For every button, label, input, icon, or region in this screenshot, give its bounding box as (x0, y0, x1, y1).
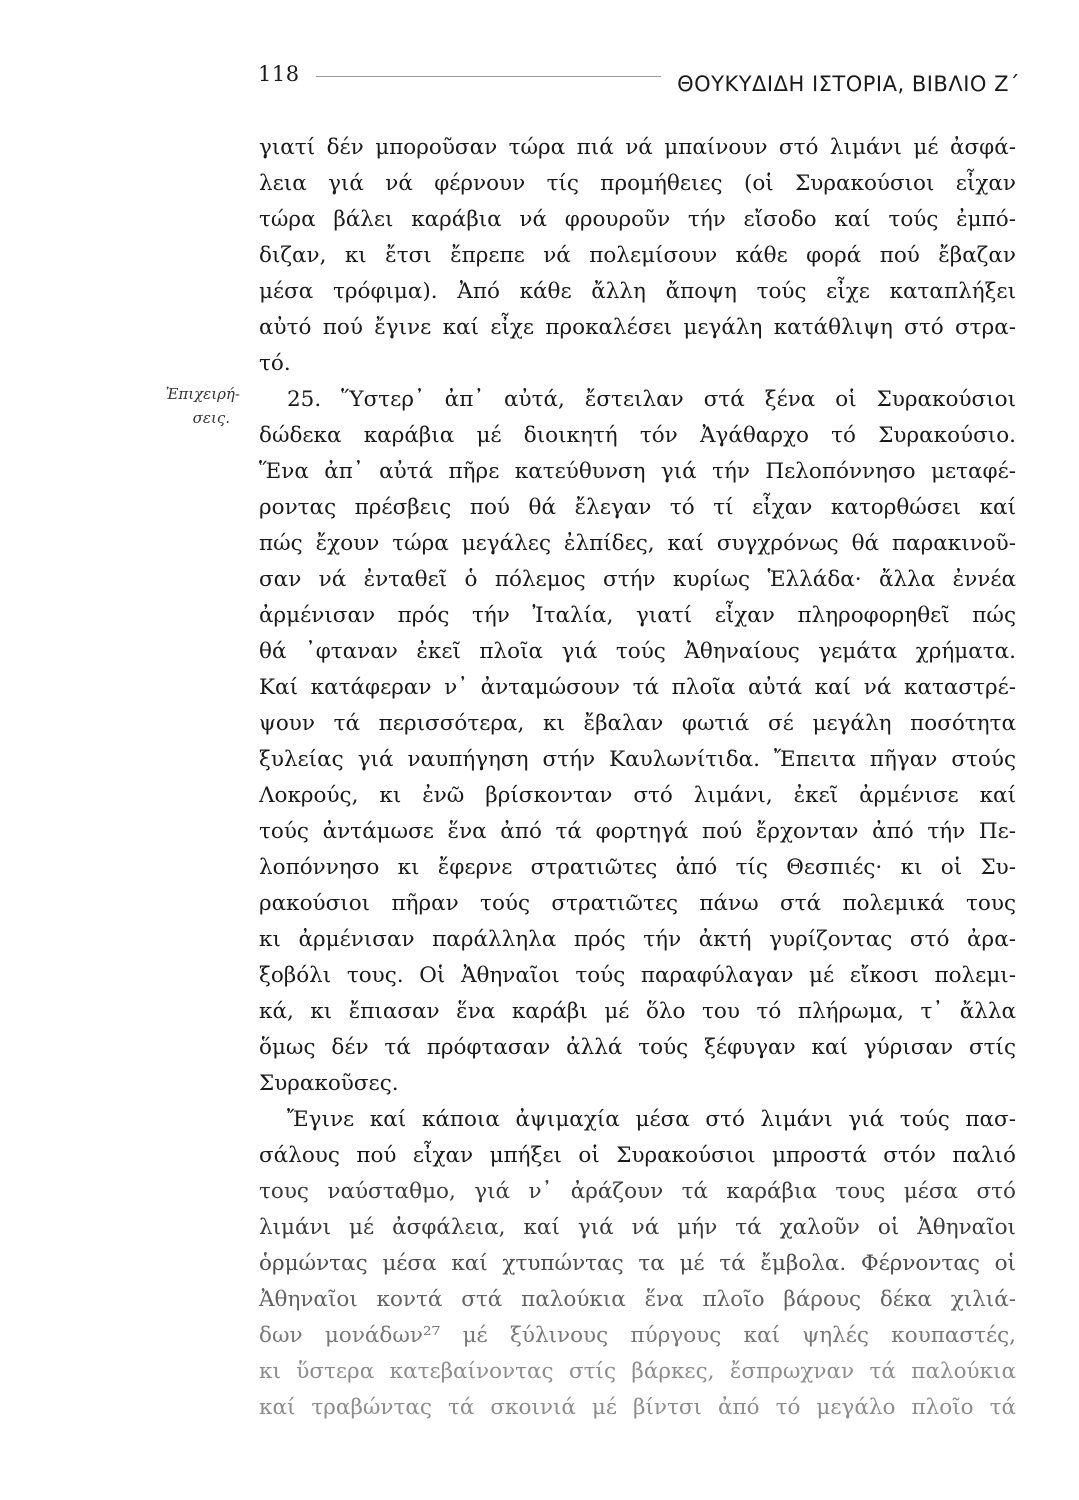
text-line: λιμάνι μέ ἀσφάλεια, καί γιά νά μήν τά χαλοῦν οἱ Ἀθηναῖοι (259, 1215, 1016, 1240)
running-title: ΘΟΥΚΥΔΙΔΗ ΙΣΤΟΡΙΑ, ΒΙΒΛΙΟ Ζ΄ (677, 72, 1020, 96)
text-line: μέσα τρόφιμα). Ἀπό κάθε ἄλλη ἄποψη τούς εἶχε καταπλήξει (259, 279, 1016, 304)
text-line: λεια γιά νά φέρνουν τίς προμήθειες (οἱ Συρακούσιοι εἶχαν (259, 171, 1016, 196)
margin-note-line: σεις. (192, 409, 230, 427)
running-head (258, 62, 1020, 96)
header-rule (316, 76, 661, 77)
text-line: πώς ἔχουν τώρα μεγάλες ἐλπίδες, καί συγχρόνως θά παρακινοῦ- (259, 531, 1016, 556)
text-line: τό. (259, 351, 291, 376)
text-line: ρακούσιοι πῆραν τούς στρατιῶτες πάνω στά πολεμικά τους (259, 891, 1016, 916)
text-line: ξυλείας γιά ναυπήγηση στήν Καυλωνίτιδα. Ἔπειτα πῆγαν στούς (259, 747, 1016, 772)
margin-note-line: Ἐπιχειρή- (165, 385, 240, 403)
text-line: ὁρμώντας μέσα καί χτυπώντας τα μέ τά ἔμβολα. Φέρνοντας οἱ (259, 1251, 1016, 1276)
text-line: σαν νά ἐνταθεῖ ὁ πόλεμος στήν κυρίως Ἑλλάδα· ἄλλα ἐννέα (259, 567, 1016, 592)
text-line: Ἕνα ἀπ᾽ αὐτά πῆρε κατεύθυνση γιά τήν Πελοπόννησο μεταφέ- (259, 459, 1016, 484)
text-line: γιατί δέν μποροῦσαν τώρα πιά νά μπαίνουν στό λιμάνι μέ ἀσφά- (259, 135, 1016, 160)
text-line: Συρακοῦσες. (259, 1071, 399, 1096)
text-line: Ἔγινε καί κάποια ἀψιμαχία μέσα στό λιμάνι γιά τούς πασ- (287, 1107, 1016, 1132)
text-line: δων μονάδων²⁷ μέ ξύλινους πύργους καί ψηλές κουπαστές, (259, 1323, 1016, 1348)
text-line: αὐτό πού ἔγινε καί εἶχε προκαλέσει μεγάλη κατάθλιψη στό στρα- (259, 315, 1016, 340)
text-line: σάλους πού εἶχαν μπήξει οἱ Συρακούσιοι μπροστά στόν παλιό (259, 1143, 1016, 1168)
text-line: κι ὕστερα κατεβαίνοντας στίς βάρκες, ἔσπρωχναν τά παλούκια (259, 1359, 1016, 1384)
text-line: ἀρμένισαν πρός τήν Ἰταλία, γιατί εἶχαν πληροφορηθεῖ πώς (259, 603, 1016, 628)
text-line: διζαν, κι ἔτσι ἔπρεπε νά πολεμίσουν κάθε φορά πού ἔβαζαν (259, 243, 1016, 268)
text-line: κά, κι ἔπιασαν ἕνα καράβι μέ ὅλο του τό πλήρωμα, τ᾽ ἄλλα (259, 999, 1016, 1024)
text-line: τώρα βάλει καράβια νά φρουροῦν τήν εἴσοδο καί τούς ἐμπό- (259, 207, 1016, 232)
text-line: καί τραβώντας τά σκοινιά μέ βίντσι ἀπό τό μεγάλο πλοῖο τά (259, 1395, 1016, 1420)
body-text (259, 130, 1016, 1426)
text-line: δώδεκα καράβια μέ διοικητή τόν Ἀγάθαρχο τό Συρακούσιο. (259, 423, 1016, 448)
margin-note (108, 382, 240, 430)
text-line: θά ᾽φταναν ἐκεῖ πλοῖα γιά τούς Ἀθηναίους γεμάτα χρήματα. (259, 639, 1016, 664)
text-line: ψουν τά περισσότερα, κι ἔβαλαν φωτιά σέ μεγάλη ποσότητα (259, 711, 1016, 736)
text-line: ξοβόλι τους. Οἱ Ἀθηναῖοι τούς παραφύλαγαν μέ εἴκοσι πολεμι- (259, 963, 1016, 988)
text-line: λοπόννησο κι ἔφερνε στρατιῶτες ἀπό τίς Θεσπιές· κι οἱ Συ- (259, 855, 1016, 880)
text-line: τούς ἀντάμωσε ἕνα ἀπό τά φορτηγά πού ἔρχονταν ἀπό τήν Πε- (259, 819, 1016, 844)
page-number: 118 (258, 62, 300, 86)
text-line: ροντας πρέσβεις πού θά ἔλεγαν τό τί εἶχαν κατορθώσει καί (259, 495, 1016, 520)
text-line: τους ναύσταθμο, γιά ν᾽ ἀράζουν τά καράβια τους μέσα στό (259, 1179, 1016, 1204)
text-line: Καί κατάφεραν ν᾽ ἀνταμώσουν τά πλοῖα αὐτά καί νά καταστρέ- (259, 675, 1016, 700)
text-line: 25. Ὕστερ᾽ ἀπ᾽ αὐτά, ἔστειλαν στά ξένα οἱ Συρακούσιοι (287, 387, 1016, 412)
text-line: Λοκρούς, κι ἐνῶ βρίσκονταν στό λιμάνι, ἐκεῖ ἀρμένισε καί (259, 783, 1016, 808)
text-line: Ἀθηναῖοι κοντά στά παλούκια ἕνα πλοῖο βάρους δέκα χιλιά- (259, 1287, 1016, 1312)
text-line: κι ἀρμένισαν παράλληλα πρός τήν ἀκτή γυρίζοντας στό ἀρα- (259, 927, 1016, 952)
text-line: ὅμως δέν τά πρόφτασαν ἀλλά τούς ξέφυγαν καί γύρισαν στίς (259, 1035, 1016, 1060)
